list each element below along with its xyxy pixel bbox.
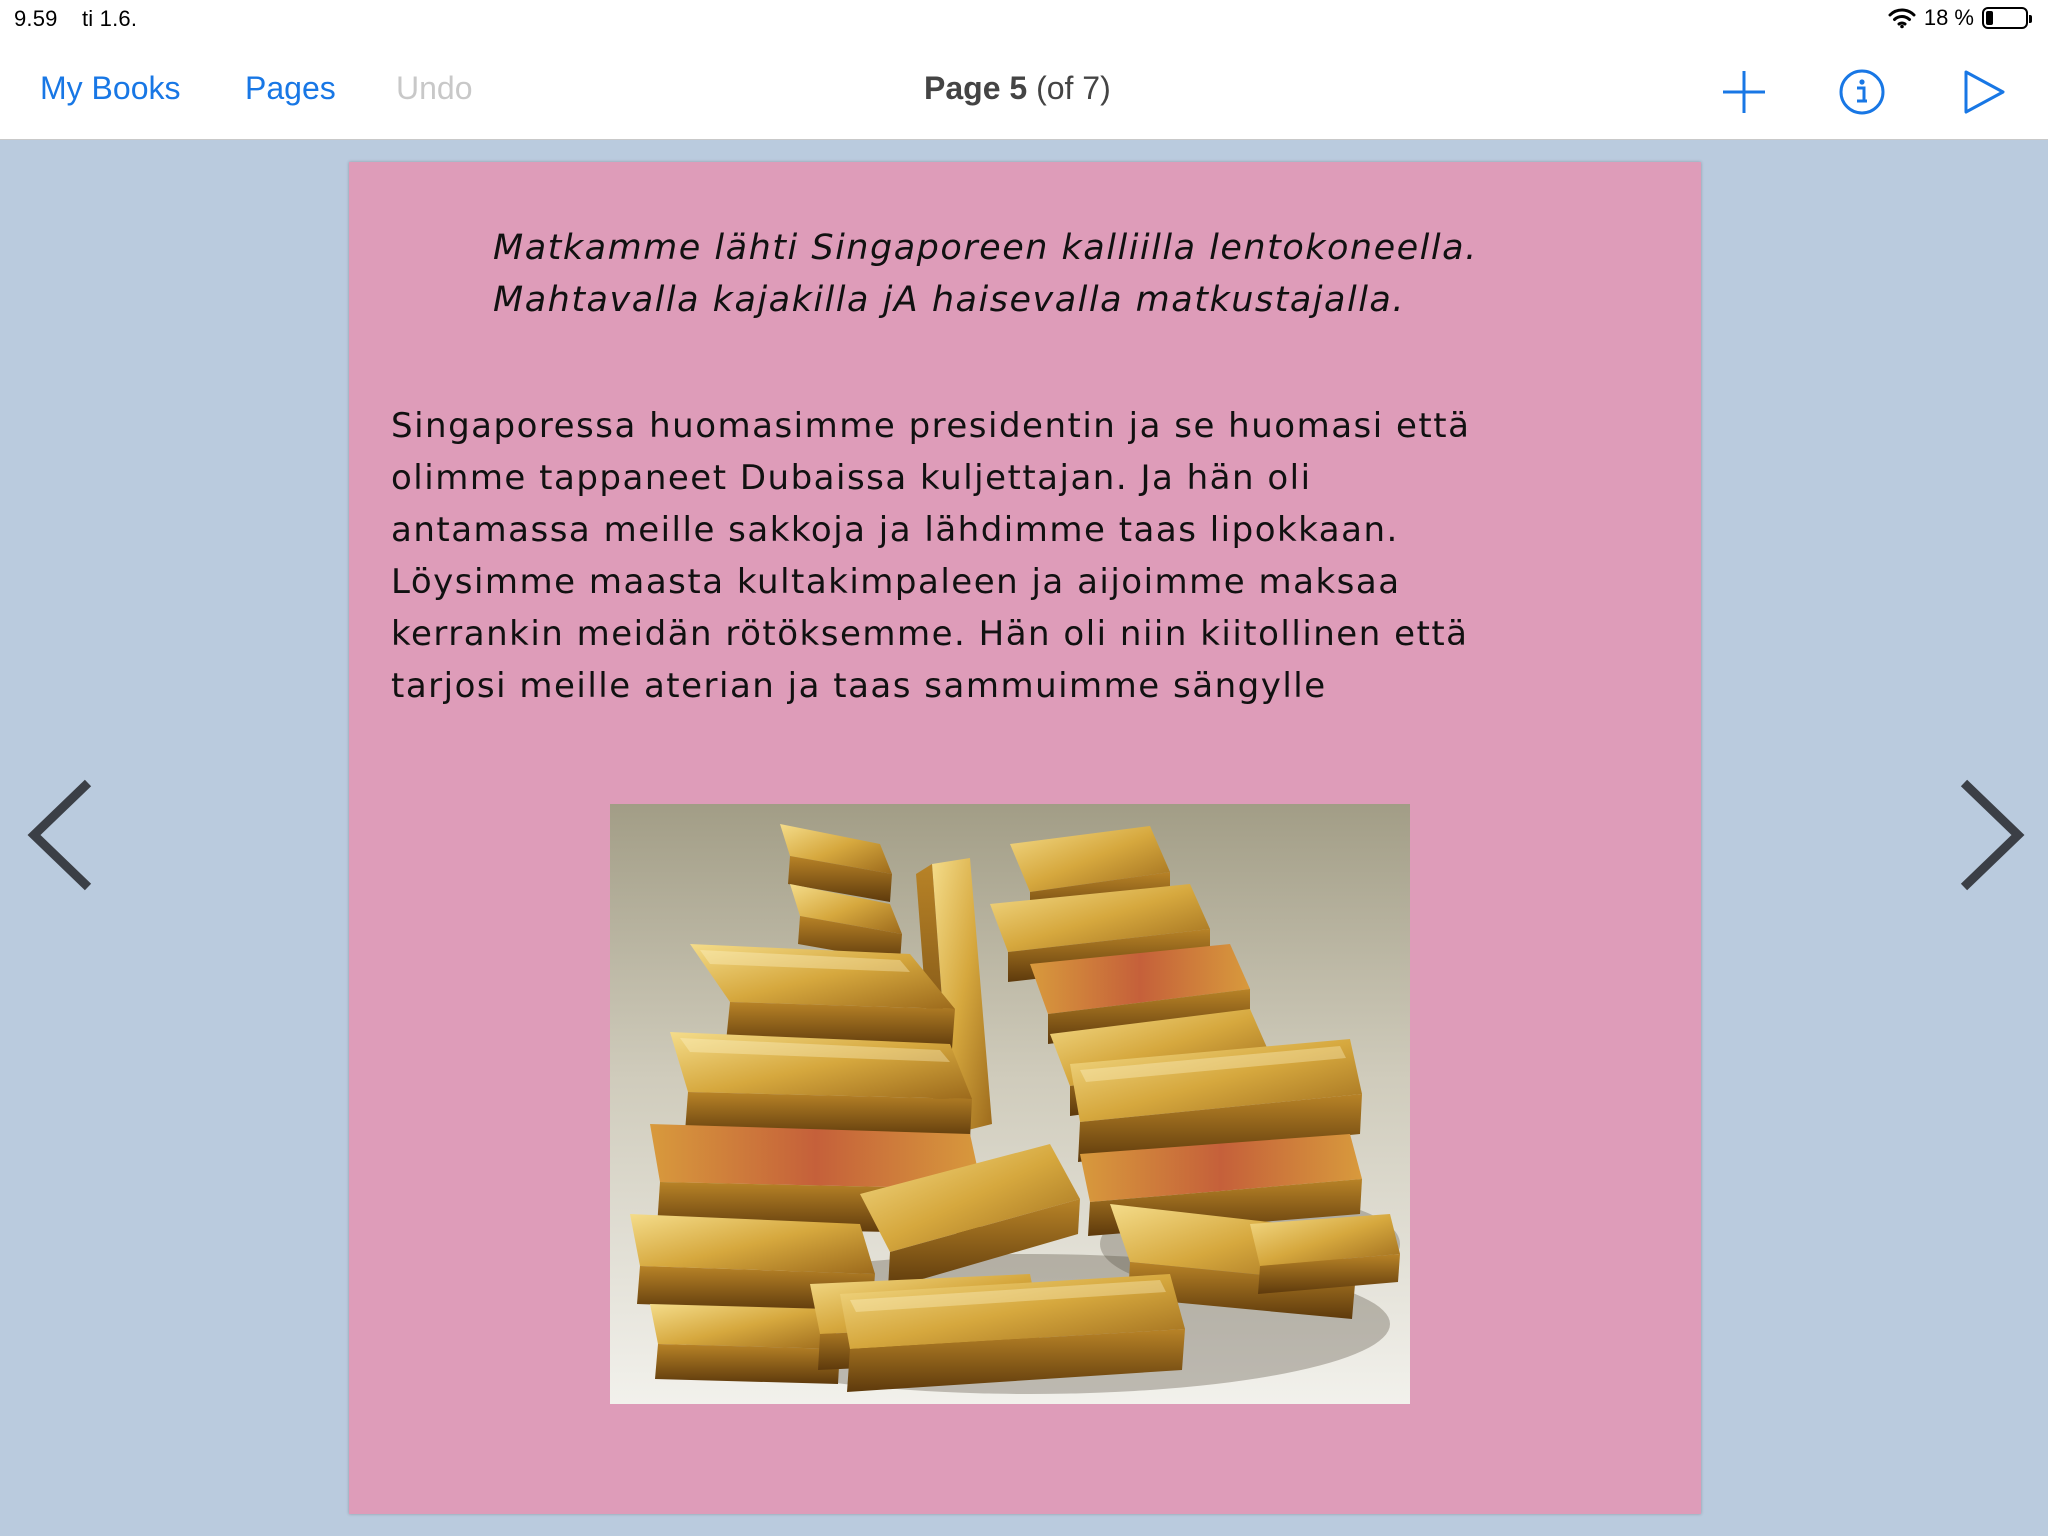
info-icon[interactable] <box>1838 68 1886 116</box>
body-line: Singaporessa huomasimme presidentin ja se huomasi että <box>391 406 1471 446</box>
status-date: ti 1.6. <box>81 6 138 31</box>
page-heading[interactable] <box>493 222 1593 326</box>
battery-percent: 18 % <box>1923 5 1974 30</box>
page-title <box>924 70 1111 107</box>
chevron-left-icon[interactable] <box>22 775 102 895</box>
status-left <box>14 6 155 32</box>
book-page[interactable] <box>349 162 1701 1514</box>
battery-icon <box>1982 7 2028 29</box>
body-line: tarjosi meille aterian ja taas sammuimme sängylle <box>391 666 1327 706</box>
body-line: antamassa meille sakkoja ja lähdimme taas lipokkaan. <box>391 510 1399 550</box>
status-right <box>1888 5 2028 31</box>
pages-button[interactable]: Pages <box>245 70 336 106</box>
battery-level <box>1986 11 1993 25</box>
play-icon[interactable] <box>1960 68 2008 116</box>
status-bar <box>0 0 2048 40</box>
navigation-bar <box>0 40 2048 140</box>
heading-line: Matkamme lähti Singaporeen kalliilla lentokoneella. <box>493 228 1478 268</box>
page-count: (of 7) <box>1036 70 1111 106</box>
my-books-button[interactable]: My Books <box>40 70 181 106</box>
heading-line: Mahtavalla kajakilla jA haisevalla matkustajalla. <box>493 280 1405 320</box>
status-time: 9.59 <box>14 6 58 31</box>
wifi-icon <box>1888 7 1916 29</box>
page-number: Page 5 <box>924 70 1028 106</box>
chevron-right-icon[interactable] <box>1950 775 2030 895</box>
body-line: kerrankin meidän rötöksemme. Hän oli niin kiitollinen että <box>391 614 1469 654</box>
undo-button[interactable]: Undo <box>396 70 473 106</box>
body-line: olimme tappaneet Dubaissa kuljettajan. Ja hän oli <box>391 458 1312 498</box>
plus-icon[interactable] <box>1720 68 1768 116</box>
gold-bars-image[interactable] <box>610 804 1410 1404</box>
body-line: Löysimme maasta kultakimpaleen ja aijoimme maksaa <box>391 562 1401 602</box>
page-body-text[interactable] <box>391 400 1671 712</box>
